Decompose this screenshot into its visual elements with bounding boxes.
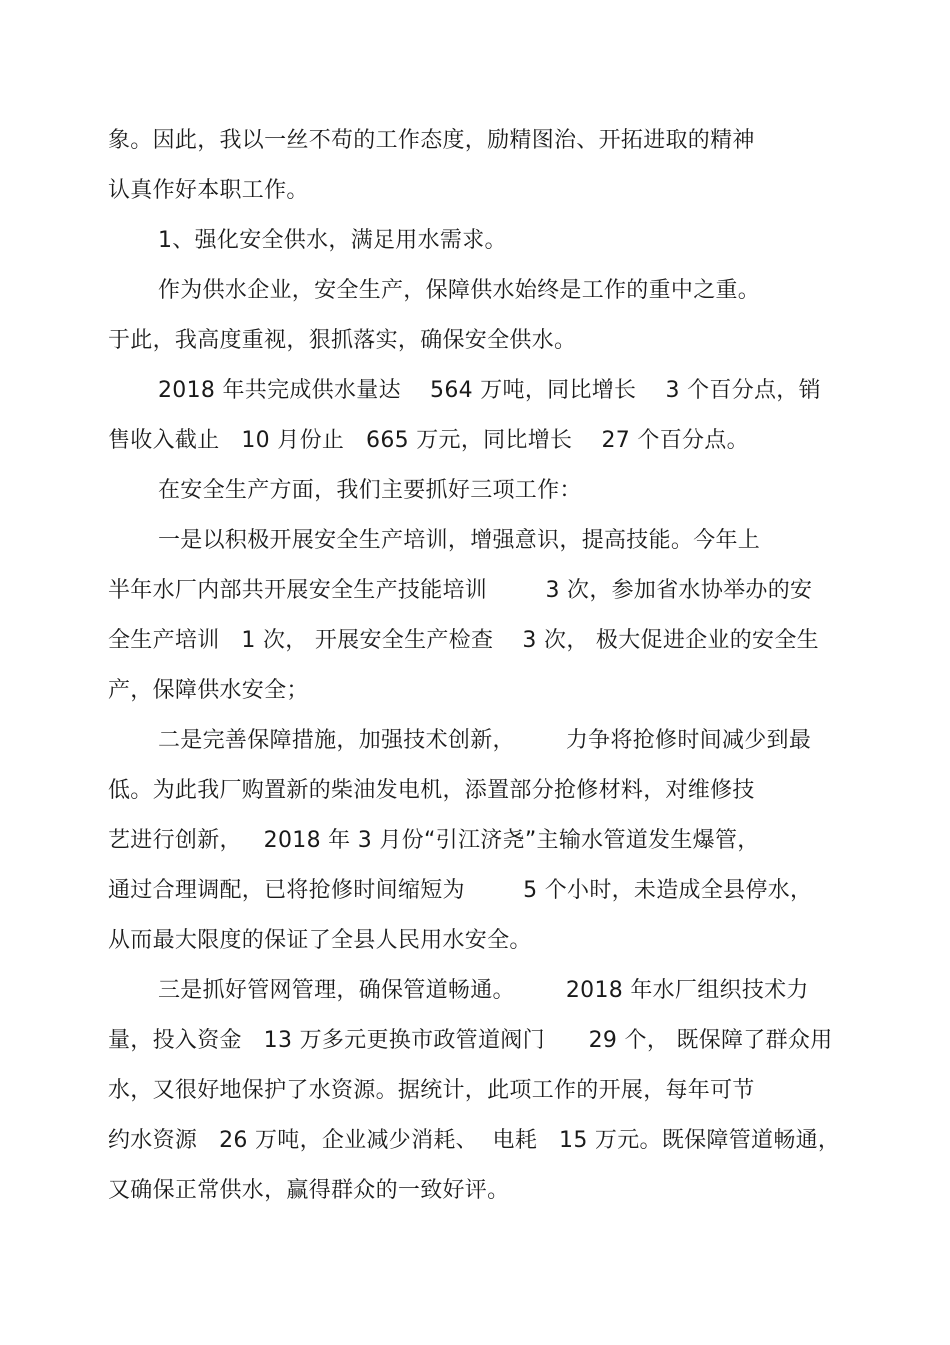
paragraph-start-line: 在安全生产方面，我们主要抓好三项工作： <box>158 478 582 503</box>
text-line: 从而最大限度的保证了全县人民用水安全。 <box>108 928 532 953</box>
paragraph-start-line: 作为供水企业，安全生产，保障供水始终是工作的重中之重。 <box>158 278 761 303</box>
text-line: 量，投入资金 13 万多元更换市政管道阀门 29 个， 既保障了群众用 <box>108 1028 833 1053</box>
text-line: 认真作好本职工作。 <box>108 178 309 203</box>
paragraph-start-line: 二是完善保障措施，加强技术创新， 力争将抢修时间减少到最 <box>158 728 812 753</box>
paragraph-start-line: 三是抓好管网管理，确保管道畅通。 2018 年水厂组织技术力 <box>158 978 809 1003</box>
text-line: 象。因此，我以一丝不苟的工作态度，励精图治、开拓进取的精神 <box>108 128 755 153</box>
paragraph-start-line: 一是以积极开展安全生产培训，增强意识，提高技能。今年上 <box>158 528 761 553</box>
text-line: 低。为此我厂购置新的柴油发电机，添置部分抢修材料，对维修技 <box>108 778 755 803</box>
text-line: 售收入截止 10 月份止 665 万元，同比增长 27 个百分点。 <box>108 428 749 453</box>
text-line: 通过合理调配，已将抢修时间缩短为 5 个小时，未造成全县停水， <box>108 878 813 903</box>
text-line: 于此，我高度重视，狠抓落实，确保安全供水。 <box>108 328 577 353</box>
text-line: 水，又很好地保护了水资源。据统计，此项工作的开展，每年可节 <box>108 1078 755 1103</box>
section-heading: 1、强化安全供水，满足用水需求。 <box>158 228 507 253</box>
text-line: 全生产培训 1 次， 开展安全生产检查 3 次， 极大促进企业的安全生 <box>108 628 819 653</box>
text-line: 又确保正常供水，赢得群众的一致好评。 <box>108 1178 510 1203</box>
text-line: 约水资源 26 万吨，企业减少消耗、 电耗 15 万元。既保障管道畅通， <box>108 1128 841 1153</box>
paragraph-start-line: 2018 年共完成供水量达 564 万吨，同比增长 3 个百分点，销 <box>158 378 821 403</box>
text-line: 艺进行创新， 2018 年 3 月份“引江济尧”主输水管道发生爆管， <box>108 828 760 853</box>
text-line: 产，保障供水安全； <box>108 678 309 703</box>
text-line: 半年水厂内部共开展安全生产技能培训 3 次，参加省水协举办的安 <box>108 578 813 603</box>
